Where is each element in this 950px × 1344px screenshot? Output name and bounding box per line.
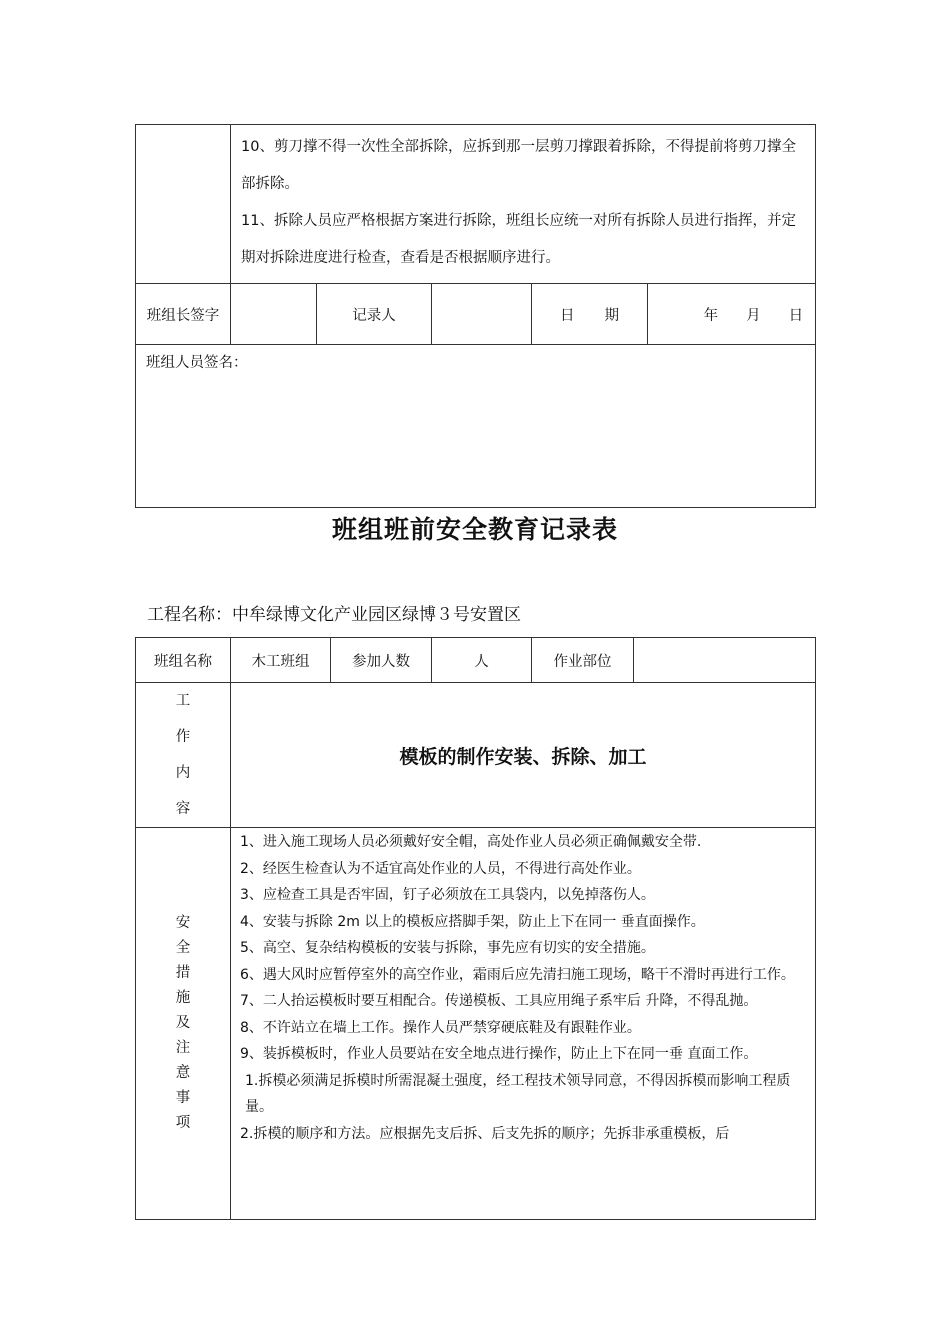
leader-sign-field[interactable] — [231, 284, 317, 345]
safety-item: 1.拆模必须满足拆模时所需混凝土强度，经工程技术领导同意，不得因拆模而影响工程质量。 — [245, 1072, 791, 1115]
date-label: 日 期 — [532, 284, 648, 345]
safety-measures-list — [231, 828, 816, 1220]
participants-unit: 人 — [474, 653, 489, 670]
safety-education-form — [135, 637, 816, 1220]
previous-record-table — [135, 124, 816, 508]
safety-item: 1、进入施工现场人员必须戴好安全帽，高处作业人员必须正确佩戴安全带. — [240, 834, 702, 850]
empty-label-cell — [136, 125, 231, 284]
dismantle-notes-cell — [231, 125, 816, 284]
work-location-field[interactable] — [634, 638, 816, 683]
day-label: 日 — [788, 307, 804, 324]
project-name: 工程名称：中牟绿博文化产业园区绿博３号安置区 — [147, 605, 521, 625]
date-field[interactable] — [648, 284, 816, 345]
recorder-label: 记录人 — [317, 284, 432, 345]
safety-item: 2、经医生检查认为不适宜高处作业的人员，不得进行高处作业。 — [240, 860, 641, 877]
month-label: 月 — [746, 307, 761, 324]
safety-item: 3、应检查工具是否牢固，钉子必须放在工具袋内，以免掉落伤人。 — [240, 887, 655, 903]
page-title: 班组班前安全教育记录表 — [331, 515, 618, 544]
work-location-label: 作业部位 — [532, 638, 634, 683]
team-name-label: 班组名称 — [136, 638, 231, 683]
recorder-field[interactable] — [432, 284, 532, 345]
team-name-value[interactable]: 木工班组 — [231, 638, 331, 683]
participants-field[interactable] — [432, 638, 532, 683]
safety-measures-label: 安 全 措 施 及 注 意 事 项 — [136, 828, 231, 1220]
work-content-value: 模板的制作安装、拆除、加工 — [231, 683, 816, 828]
safety-item: 2.拆模的顺序和方法。应根据先支后拆、后支先拆的顺序；先拆非承重模板，后 — [240, 1125, 730, 1142]
participants-label: 参加人数 — [331, 638, 432, 683]
year-label: 年 — [703, 307, 719, 324]
note-item-11: 11、拆除人员应严格根据方案进行拆除，班组长应统一对所有拆除人员进行指挥，并定期对拆除进度进行检查，查看是否根据顺序进行。 — [241, 213, 796, 266]
safety-item: 8、不许站立在墙上工作。操作人员严禁穿硬底鞋及有跟鞋作业。 — [240, 1019, 641, 1036]
members-sign-label: 班组人员签名： — [146, 355, 248, 371]
safety-item: 5、高空、复杂结构模板的安装与拆除，事先应有切实的安全措施。 — [240, 940, 655, 956]
note-item-10: 10、剪刀撑不得一次性全部拆除，应拆到那一层剪刀撑跟着拆除，不得提前将剪刀撑全部拆除。 — [241, 139, 796, 192]
leader-sign-label: 班组长签字 — [136, 284, 231, 345]
work-content-label: 工 作 内 容 — [136, 683, 231, 828]
members-sign-area[interactable] — [136, 345, 816, 508]
safety-item: 9、装拆模板时，作业人员要站在安全地点进行操作，防止上下在同一垂 直面工作。 — [240, 1046, 758, 1062]
safety-item: 7、二人抬运模板时要互相配合。传递模板、工具应用绳子系牢后 升降，不得乱抛。 — [240, 993, 758, 1009]
safety-item: 6、遇大风时应暂停室外的高空作业，霜雨后应先清扫施工现场，略干不滑时再进行工作。 — [240, 966, 795, 983]
safety-item: 4、安装与拆除 2m 以上的模板应搭脚手架，防止上下在同一 垂直面操作。 — [240, 913, 705, 930]
